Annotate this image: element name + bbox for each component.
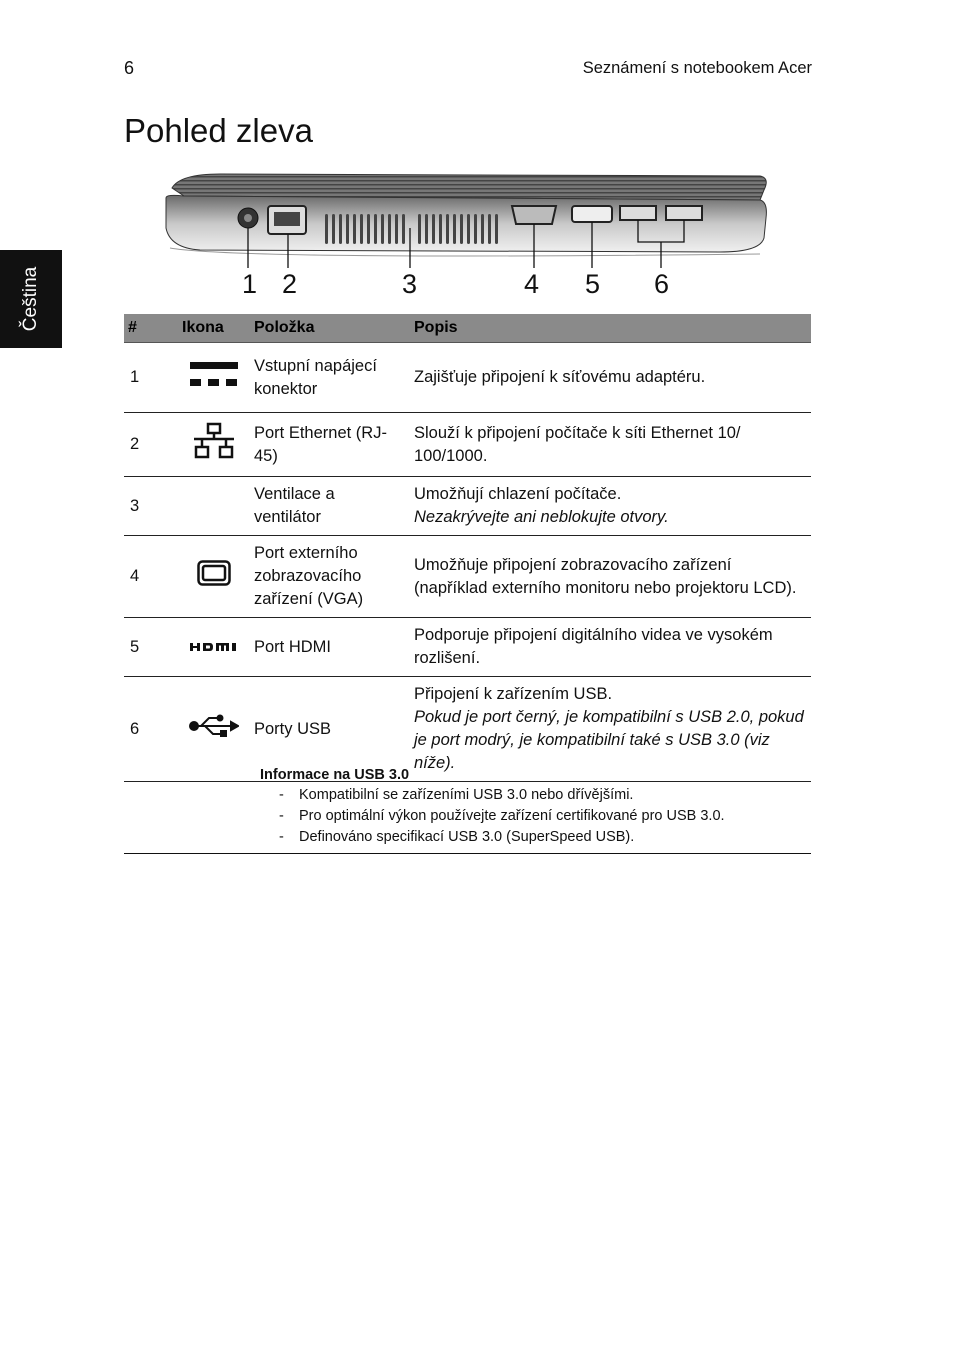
table-header-row bbox=[124, 314, 811, 343]
item-name: Port externího zobrazovacího zařízení (VGA) bbox=[250, 536, 410, 618]
page-title: Pohled zleva bbox=[124, 112, 313, 149]
header-desc: Popis bbox=[410, 314, 811, 343]
header-num: # bbox=[124, 314, 178, 343]
item-description: Slouží k připojení počítače k síti Ethernet 10/ 100/1000. bbox=[410, 413, 811, 477]
page-number: 6 bbox=[124, 58, 135, 78]
dc-power-icon bbox=[190, 360, 238, 388]
list-item: - Definováno specifikací USB 3.0 (SuperSpeed USB). bbox=[279, 829, 635, 845]
ports-table bbox=[124, 314, 811, 782]
language-tab-label: Čeština bbox=[20, 266, 41, 332]
item-name: Ventilace a ventilátor bbox=[250, 477, 410, 536]
callout-1: 1 bbox=[242, 269, 258, 299]
row-number: 5 bbox=[124, 618, 178, 677]
table-row bbox=[124, 343, 811, 413]
vga-icon bbox=[197, 560, 231, 586]
language-tab bbox=[0, 250, 62, 348]
header-item: Položka bbox=[250, 314, 410, 343]
item-name: Vstupní napájecí konektor bbox=[250, 343, 410, 413]
item-name: Port Ethernet (RJ-45) bbox=[250, 413, 410, 477]
row-number: 2 bbox=[124, 413, 178, 477]
row-number: 6 bbox=[124, 677, 178, 782]
table-row bbox=[124, 536, 811, 618]
item-description: Podporuje připojení digitálního videa ve vysokém rozlišení. bbox=[410, 618, 811, 677]
callout-2: 2 bbox=[282, 269, 298, 299]
item-name: Porty USB bbox=[250, 677, 410, 782]
usb3-info-box bbox=[124, 766, 811, 854]
running-title: Seznámení s notebookem Acer bbox=[582, 59, 812, 77]
callout-6: 6 bbox=[654, 269, 670, 299]
list-item: - Kompatibilní se zařízeními USB 3.0 nebo dřívějšími. bbox=[279, 787, 634, 803]
usb-icon bbox=[189, 714, 239, 738]
item-note: Nezakrývejte ani neblokujte otvory. bbox=[414, 508, 669, 526]
item-name: Port HDMI bbox=[250, 618, 410, 677]
ethernet-icon bbox=[192, 422, 236, 460]
item-note: Pokud je port černý, je kompatibilní s USB 2.0, pokud je port modrý, je kompatibilní také s USB 3.0 (viz níže). bbox=[414, 708, 804, 772]
header-icon: Ikona bbox=[178, 314, 250, 343]
item-description: Zajišťuje připojení k síťovému adaptéru. bbox=[410, 343, 811, 413]
callout-4: 4 bbox=[524, 269, 540, 299]
item-description: Umožňuje připojení zobrazovacího zařízení (například externího monitoru nebo projektoru LCD). bbox=[410, 536, 811, 618]
row-number: 4 bbox=[124, 536, 178, 618]
table-row bbox=[124, 413, 811, 477]
list-item: - Pro optimální výkon používejte zařízení certifikované pro USB 3.0. bbox=[279, 808, 725, 824]
item-description: Připojení k zařízením USB. Pokud je port černý, je kompatibilní s USB 2.0, pokud je port modrý, je kompatibilní také s USB 3.0 (viz níže). bbox=[410, 677, 811, 782]
usb3-info-title: Informace na USB 3.0 bbox=[260, 767, 410, 783]
table-row bbox=[124, 618, 811, 677]
hdmi-icon bbox=[190, 642, 238, 652]
callout-5: 5 bbox=[585, 269, 601, 299]
row-number: 3 bbox=[124, 477, 178, 536]
item-description: Umožňují chlazení počítače. Nezakrývejte ani neblokujte otvory. bbox=[410, 477, 811, 536]
usb3-info-list bbox=[124, 785, 811, 848]
row-number: 1 bbox=[124, 343, 178, 413]
table-row bbox=[124, 477, 811, 536]
callout-3: 3 bbox=[402, 269, 418, 299]
